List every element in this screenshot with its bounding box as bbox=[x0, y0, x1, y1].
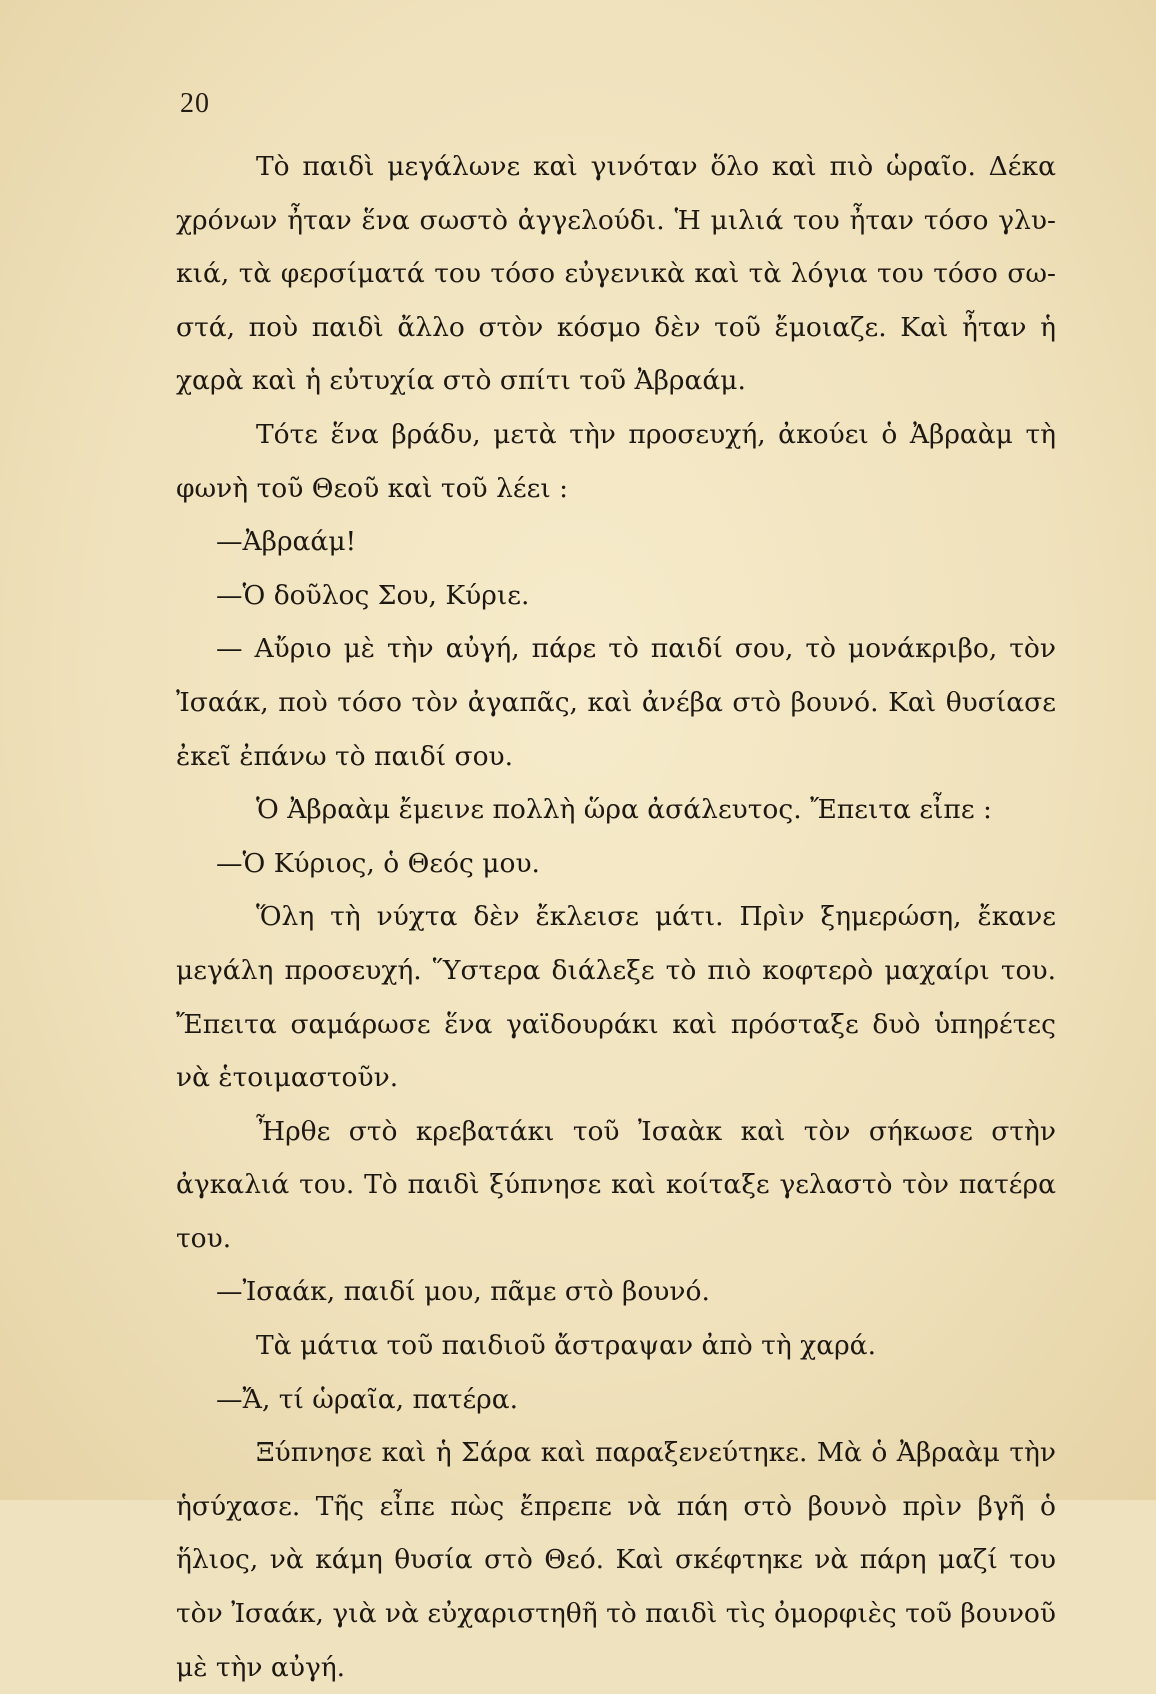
page-number: 20 bbox=[180, 88, 210, 119]
body-text bbox=[176, 140, 1056, 1694]
dialogue-line: —Ὁ Κύριος, ὁ Θεός μου. bbox=[216, 847, 540, 879]
dialogue-line: —Ἀβραάμ! bbox=[216, 526, 357, 558]
paragraph: Ξύπνησε καὶ ἡ Σάρα καὶ παραξενεύτηκε. Μὰ ὁ Ἀβραὰμ τὴν ἡσύχασε. Τῆς εἶπε πὼς ἔπρεπε νὰ πάη στὸ βουνὸ πρὶν βγῆ ὁ ἥλιος, νὰ κάμη θυσία στὸ Θεό. Καὶ σκέφτηκε νὰ πάρη μαζί του τὸν Ἰσαάκ, γιὰ νὰ εὐχαριστηθῆ τὸ παιδὶ τὶς ὀμορφιὲς τοῦ βουνοῦ μὲ τὴν αὐγή. bbox=[176, 1437, 1056, 1683]
paragraph: Τὸ παιδὶ μεγάλωνε καὶ γινόταν ὅλο καὶ πιὸ ὡραῖο. Δέκα χρόνων ἦταν ἕνα σωστὸ ἀγγελούδι. Ἡ μιλιά του ἦταν τόσο γλυκιά, τὰ φερσίματά του τόσο εὐγενικὰ καὶ τὰ λόγια του τόσο σωστά, ποὺ παιδὶ ἄλλο στὸν κόσμο δὲν τοῦ ἔμοιαζε. Καὶ ἦταν ἡ χαρὰ καὶ ἡ εὐτυχία στὸ σπίτι τοῦ Ἀβραάμ. bbox=[176, 151, 1056, 397]
paragraph: Τὰ μάτια τοῦ παιδιοῦ ἄστραψαν ἀπὸ τὴ χαρά. bbox=[256, 1330, 876, 1362]
dialogue-line: —Ὁ δοῦλος Σου, Κύριε. bbox=[216, 579, 530, 611]
paragraph: Ὅλη τὴ νύχτα δὲν ἔκλεισε μάτι. Πρὶν ξημερώση, ἔκανε μεγάλη προσευχή. Ὕστερα διάλεξε τὸ πιὸ κοφτερὸ μαχαίρι του. Ἔπειτα σαμάρωσε ἕνα γαϊδουράκι καὶ πρόσταξε δυὸ ὑπηρέτες νὰ ἑτοιμαστοῦν. bbox=[176, 901, 1056, 1094]
paragraph: Ἦρθε στὸ κρεβατάκι τοῦ Ἰσαὰκ καὶ τὸν σήκωσε στὴν ἀγκαλιά του. Τὸ παιδὶ ξύπνησε καὶ κοίταξε γελαστὸ τὸν πατέρα του. bbox=[176, 1115, 1056, 1254]
dialogue-line: —Ἰσαάκ, παιδί μου, πᾶμε στὸ βουνό. bbox=[216, 1276, 710, 1308]
paragraph: Ὁ Ἀβραὰμ ἔμεινε πολλὴ ὥρα ἀσάλευτος. Ἔπειτα εἶπε : bbox=[256, 794, 992, 826]
paragraph: Τότε ἕνα βράδυ, μετὰ τὴν προσευχή, ἀκούει ὁ Ἀβραὰμ τὴ φωνὴ τοῦ Θεοῦ καὶ τοῦ λέει : bbox=[176, 418, 1056, 504]
dialogue-line: —Ἄ, τί ὡραῖα, πατέρα. bbox=[216, 1383, 519, 1415]
dialogue-line: — Αὔριο μὲ τὴν αὐγή, πάρε τὸ παιδί σου, τὸ μονάκριβο, τὸν Ἰσαάκ, ποὺ τόσο τὸν ἀγαπᾶς, καὶ ἀνέβα στὸ βουνό. Καὶ θυσίασε ἐκεῖ ἐπάνω τὸ παιδί σου. bbox=[176, 633, 1056, 772]
